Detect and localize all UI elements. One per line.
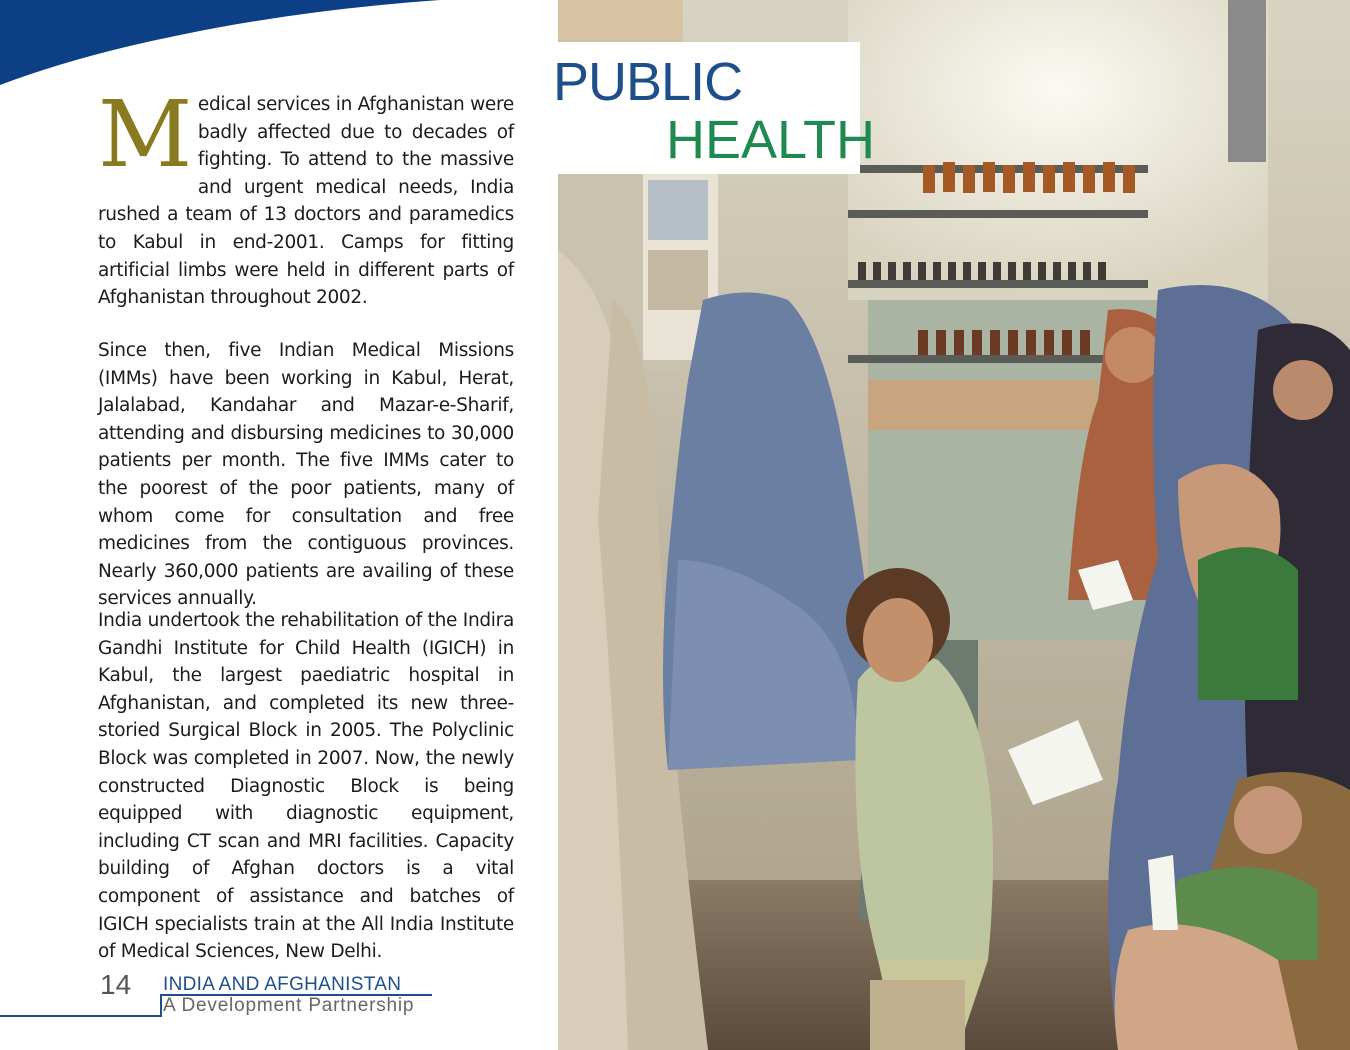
article-paragraph-3: India undertook the rehabilitation of the Indira Gandhi Institute for Child Health (IGICH) in Kabul, the largest paediatric hospital in Afghanistan, and completed its new three-storied Surgical Block in 2005. The Polyclinic Block was completed in 2007. Now, the newly constructed Diagnostic Block is being equipped with diagnostic equipment, including CT scan and MRI facilities. Capacity building of Afghan doctors is a vital component of assistance and batches of IGICH specialists train at the All India Institute of Medical Sciences, New Delhi. (98, 610, 514, 963)
page-number: 14 (100, 969, 132, 1000)
section-title-line-1: PUBLIC (553, 52, 743, 112)
publication-title: INDIA AND AFGHANISTAN (163, 974, 402, 995)
article-paragraph-1 (98, 81, 514, 312)
section-title-line-2: HEALTH (666, 110, 876, 170)
corner-bar (1228, 0, 1266, 162)
header-swoosh (0, 0, 440, 90)
footer-rule (0, 1015, 160, 1017)
footer-rule-vertical (160, 994, 162, 1017)
drop-cap: M (98, 81, 192, 188)
article-paragraph-1-text: edical services in Afghanistan were badly affected due to decades of fighting. To attend to the massive and urgent medical needs, India rushed a team of 13 doctors and paramedics to Kabul in end-2001. Camps for fitting artificial limbs were held in different parts of Afghanistan throughout 2002. (98, 94, 514, 309)
publication-subtitle: A Development Partnership (163, 995, 415, 1016)
article-paragraph-2: Since then, five Indian Medical Missions (IMMs) have been working in Kabul, Herat, Jalalabad, Kandahar and Mazar-e-Sharif, attending and disbursing medicines to 30,000 patients per month. The five IMMs cater to the poorest of the poor patients, many of whom come for consultation and free medicines from the contiguous provinces. Nearly 360,000 patients are availing of these services annually. (98, 340, 514, 610)
